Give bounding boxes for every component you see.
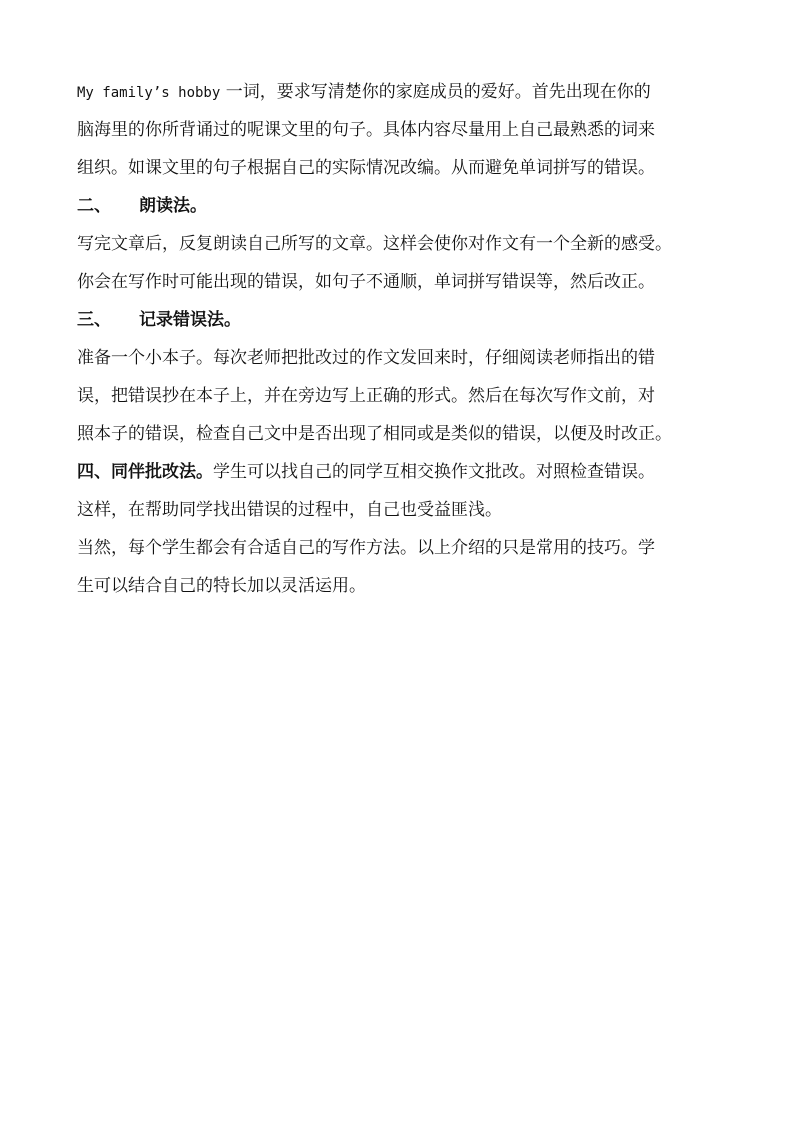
hobby-phrase: My family’s hobby — [77, 85, 221, 101]
section-number: 二、 — [77, 196, 111, 216]
paragraph-line: 写完文章后，反复朗读自己所写的文章。这样会使你对作文有一个全新的感受。 — [77, 234, 672, 254]
paragraph-line: 当然，每个学生都会有合适自己的写作方法。以上介绍的只是常用的技巧。学 — [77, 538, 655, 558]
section-title: 朗读法。 — [139, 196, 207, 216]
paragraph-line: 误，把错误抄在本子上，并在旁边写上正确的形式。然后在每次写作文前，对 — [77, 386, 655, 406]
section-heading-2 — [77, 196, 207, 216]
paragraph-line: 生可以结合自己的特长加以灵活运用。 — [77, 576, 366, 596]
section-number: 三、 — [77, 310, 111, 330]
paragraph-text: 学生可以找自己的同学互相交换作文批改。对照检查错误。 — [213, 462, 655, 482]
paragraph-line — [77, 82, 651, 103]
section-title: 记录错误法。 — [139, 310, 241, 330]
section-heading-3 — [77, 310, 241, 330]
paragraph-line: 准备一个小本子。每次老师把批改过的作文发回来时，仔细阅读老师指出的错 — [77, 348, 655, 368]
paragraph-line: 组织。如课文里的句子根据自己的实际情况改编。从而避免单词拼写的错误。 — [77, 158, 655, 178]
paragraph-line: 脑海里的你所背诵过的呢课文里的句子。具体内容尽量用上自己最熟悉的词来 — [77, 120, 655, 140]
paragraph-line: 你会在写作时可能出现的错误，如句子不通顺，单词拼写错误等，然后改正。 — [77, 272, 655, 292]
section-heading-4 — [77, 462, 655, 482]
paragraph-text: 一词，要求写清楚你的家庭成员的爱好。首先出现在你的 — [220, 82, 651, 102]
paragraph-line: 这样，在帮助同学找出错误的过程中，自己也受益匪浅。 — [77, 500, 502, 520]
paragraph-line: 照本子的错误，检查自己文中是否出现了相同或是类似的错误，以便及时改正。 — [77, 424, 672, 444]
section-title: 四、同伴批改法。 — [77, 462, 213, 482]
